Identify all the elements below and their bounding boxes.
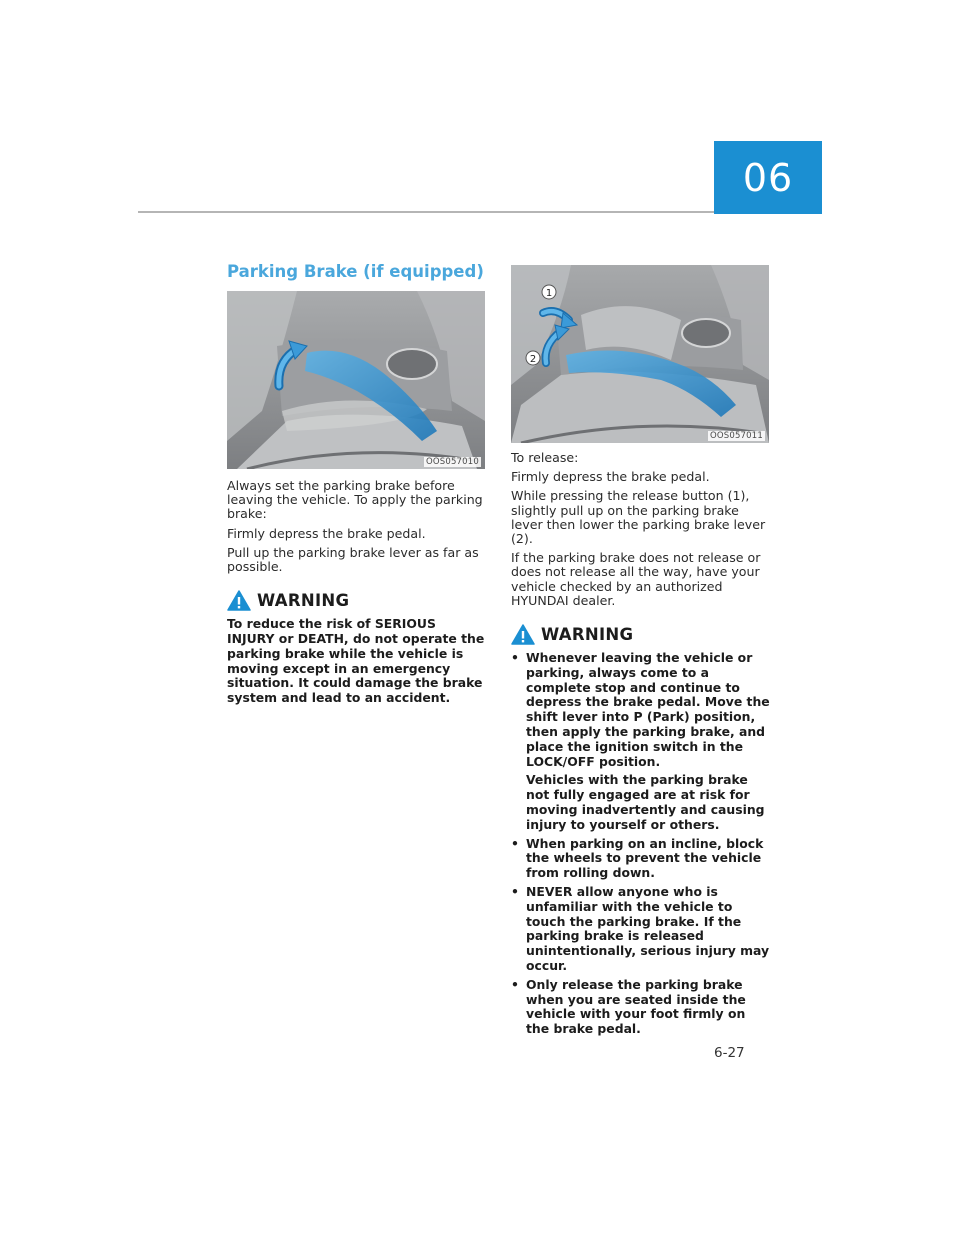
warning-triangle-icon [511, 624, 535, 645]
left-column [227, 262, 487, 706]
right-column [511, 265, 771, 1041]
warning-title: WARNING [257, 591, 350, 611]
warning-item-subparagraph: Vehicles with the parking brake not fully engaged are at risk for moving inadvertently and causing injury to yourself or others. [526, 772, 765, 832]
header-rule [138, 211, 715, 213]
warning-list-item [511, 885, 771, 974]
warning-header [511, 624, 771, 645]
warning-header [227, 590, 487, 611]
warning-list-item [511, 978, 771, 1037]
parking-brake-release-illustration [511, 265, 769, 443]
paragraph: Firmly depress the brake pedal. [227, 525, 426, 541]
callout-2: 2 [529, 354, 537, 365]
figure-code: OOS057011 [709, 431, 763, 441]
paragraph: While pressing the release button (1), slightly pull up on the parking brake lever then lower the parking brake lever (2). [511, 488, 766, 547]
paragraph: To release: [511, 450, 579, 465]
paragraph: Pull up the parking brake lever as far as possible. [227, 544, 479, 575]
warning-item-text: NEVER allow anyone who is unfamiliar with the vehicle to touch the parking brake. If the parking brake is released unintentionally, serious injury may occur. [526, 883, 770, 973]
warning-list-item [511, 837, 771, 881]
figure-release-parking-brake [511, 265, 769, 443]
parking-brake-apply-illustration [227, 291, 485, 469]
warning-list [511, 651, 771, 1037]
paragraph: If the parking brake does not release or does not release all the way, have your vehicle checked by an authorized HYUNDAI dealer. [511, 550, 761, 608]
figure-apply-parking-brake [227, 291, 485, 469]
paragraph: Always set the parking brake before leaving the vehicle. To apply the parking brake: [227, 478, 483, 522]
warning-item-text: Whenever leaving the vehicle or parking, always come to a complete stop and continue to depress the brake pedal. Move the shift lever into P (Park) position, then apply the parking brake, and place the ignition switch in the LOCK/OFF position. [526, 650, 770, 769]
callout-1: 1 [545, 288, 553, 299]
figure-code: OOS057010 [425, 457, 479, 467]
warning-list-item [511, 651, 771, 833]
warning-triangle-icon [227, 590, 251, 611]
warning-item-text: Only release the parking brake when you are seated inside the vehicle with your foot firmly on the brake pedal. [526, 976, 746, 1037]
paragraph: Firmly depress the brake pedal. [511, 469, 710, 485]
section-title: Parking Brake (if equipped) [227, 262, 484, 281]
warning-title: WARNING [541, 625, 634, 645]
page-number: 6-27 [714, 1045, 745, 1061]
chapter-tab [714, 141, 822, 214]
chapter-number: 06 [742, 155, 794, 200]
warning-text: To reduce the risk of SERIOUS INJURY or DEATH, do not operate the parking brake while the vehicle is moving except in an emergency situation. It could damage the brake system and lead to an accident. [227, 616, 485, 706]
warning-item-text: When parking on an incline, block the wheels to prevent the vehicle from rolling down. [526, 835, 764, 881]
